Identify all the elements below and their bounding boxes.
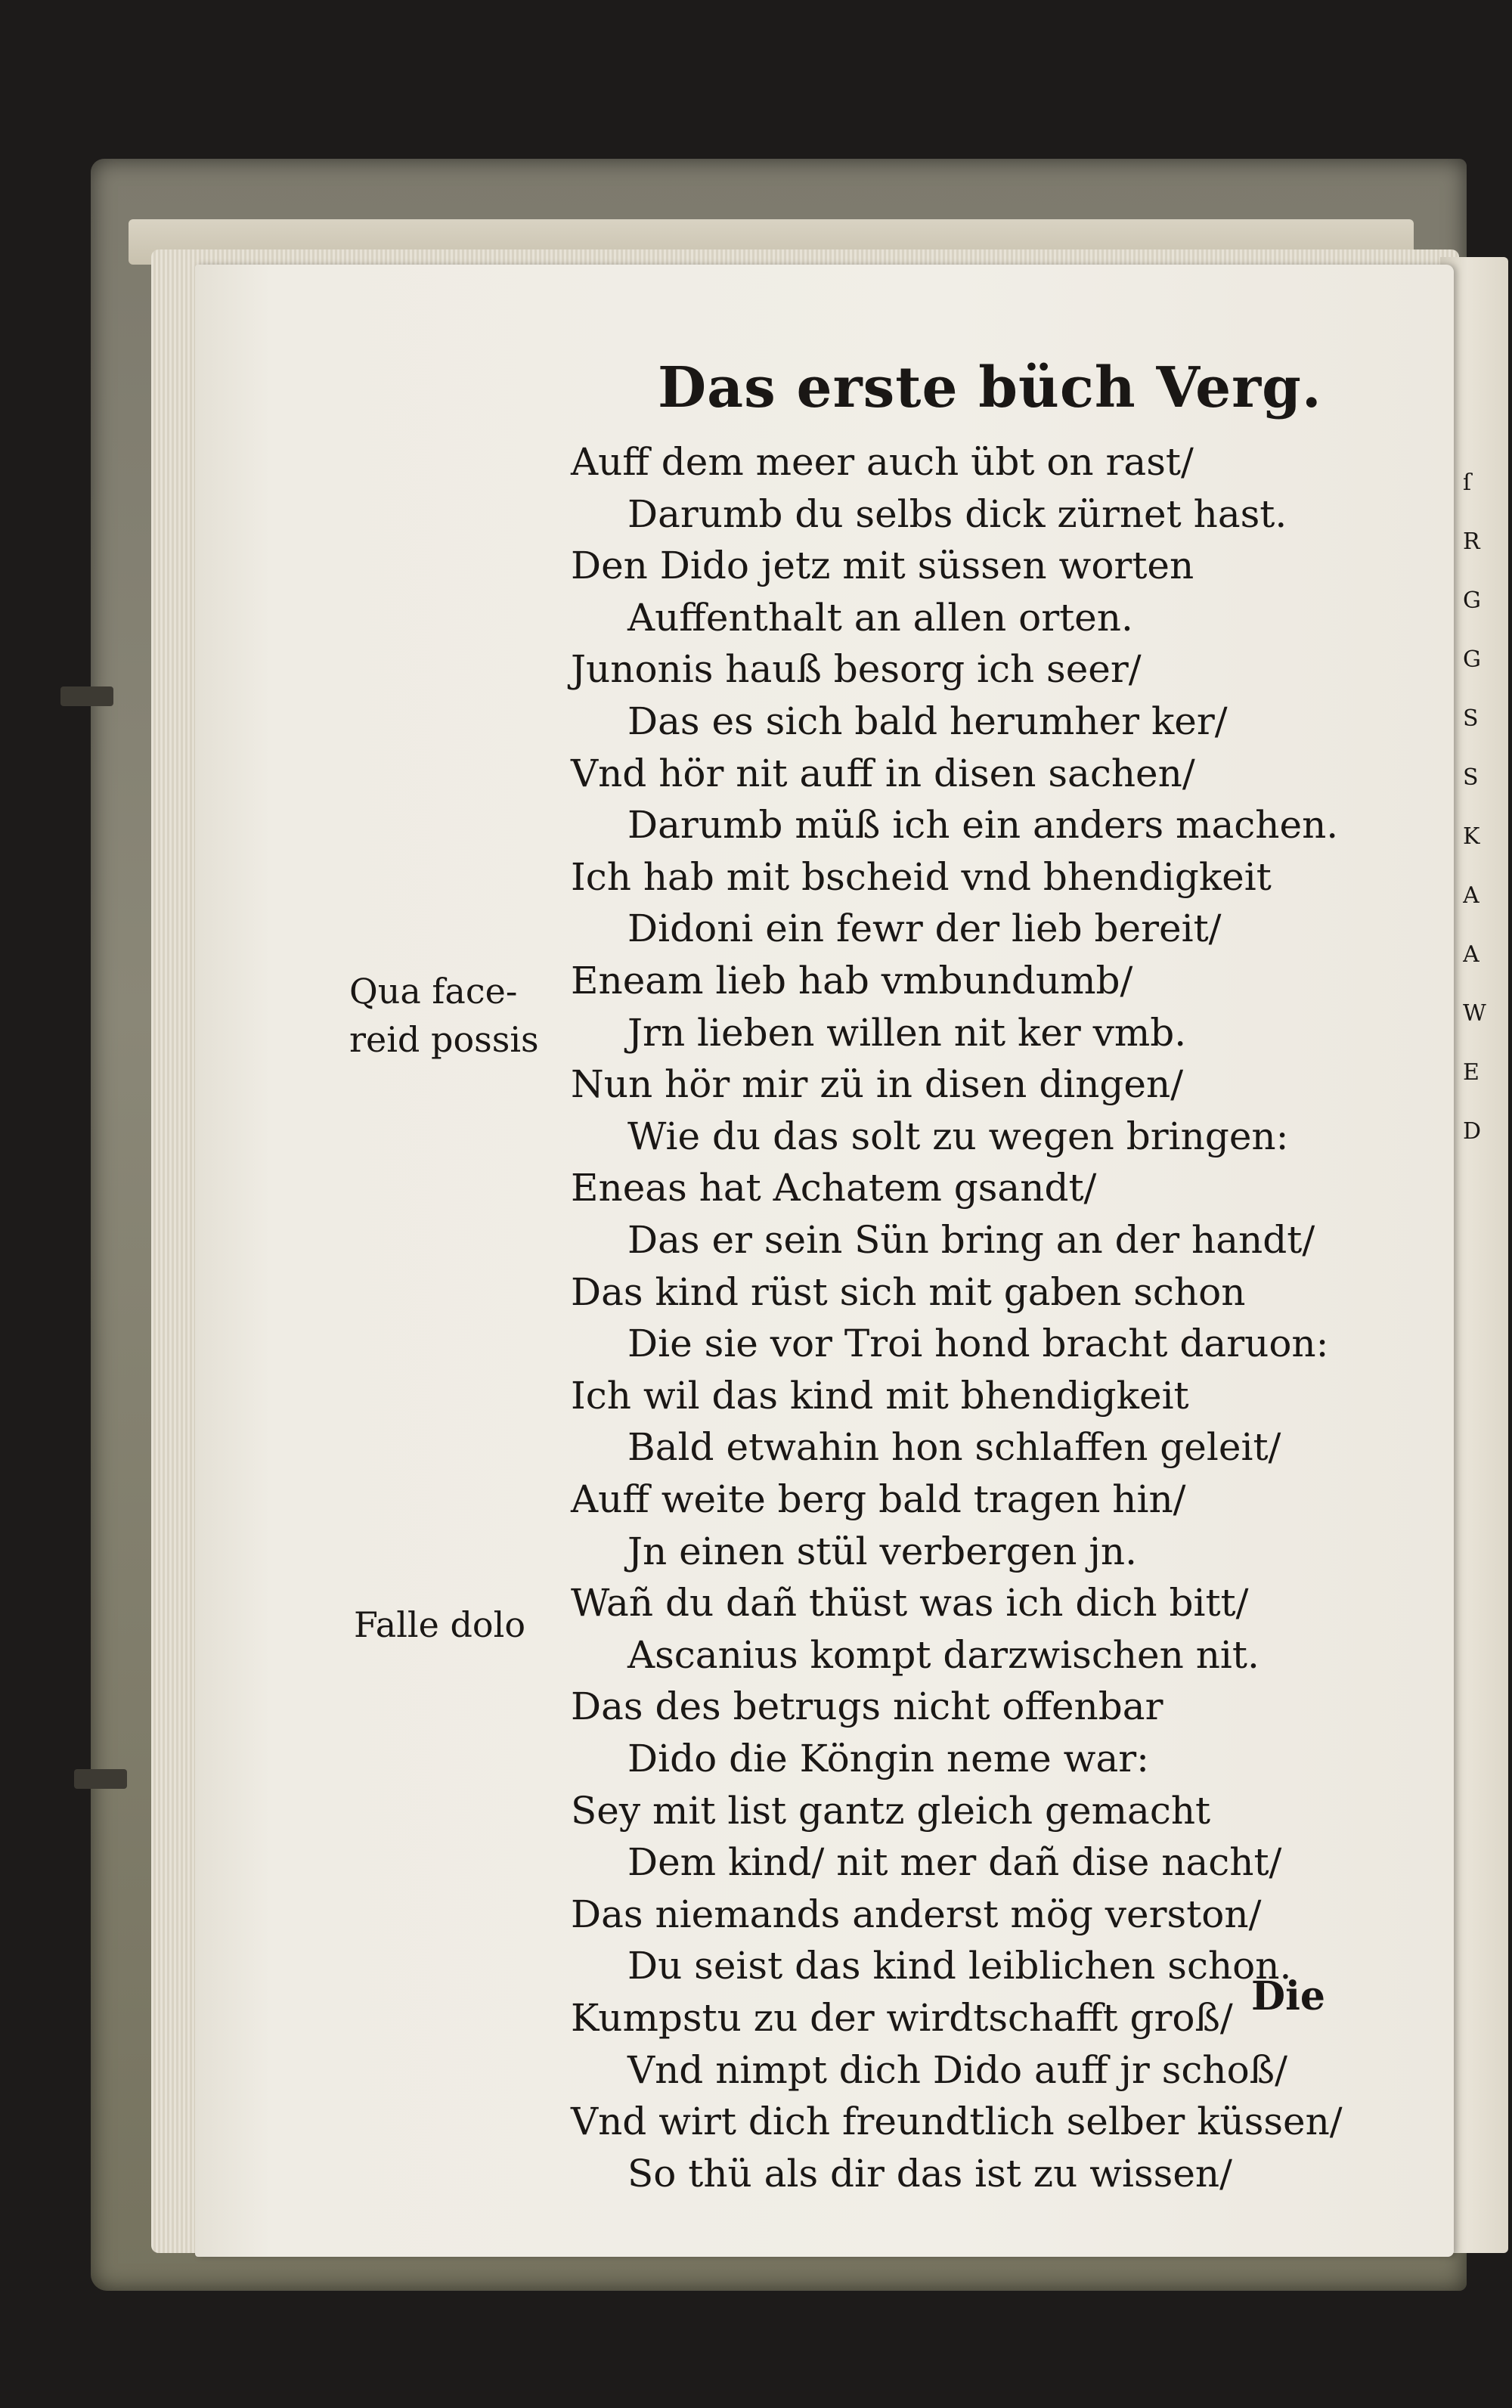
- clasp-pin-bottom: [74, 1769, 127, 1789]
- verse-line: Wie du das solt zu wegen bringen:: [627, 1114, 1289, 1158]
- verse-line: Eneam lieb hab vmbundumb/: [571, 959, 1133, 1003]
- facing-page-glyphs: [1463, 454, 1508, 1550]
- verse-line: Den Dido jetz mit süssen worten: [571, 544, 1194, 588]
- margin-note-1-line-1: Qua face-: [349, 971, 518, 1012]
- facing-glyph: G: [1463, 587, 1481, 614]
- verse-line: Das niemands anderst mög verston/: [571, 1892, 1262, 1936]
- verse-line: Vnd wirt dich freundtlich selber küssen/: [571, 2100, 1343, 2144]
- verse-line: Vnd nimpt dich Dido auff jr schoß/: [627, 2047, 1287, 2092]
- verse-line: Jn einen stül verbergen jn.: [627, 1529, 1137, 1573]
- verse-line: Kumpstu zu der wirdtschafft groß/: [571, 1996, 1233, 2040]
- facing-glyph: W: [1463, 1000, 1486, 1027]
- clasp-pin-top: [60, 686, 113, 706]
- facing-glyph: D: [1463, 1118, 1482, 1145]
- verse-line: Eneas hat Achatem gsandt/: [571, 1166, 1097, 1210]
- verse-line: Die sie vor Troi hond bracht daruon:: [627, 1322, 1329, 1366]
- verse-line: Sey mit list gantz gleich gemacht: [571, 1788, 1211, 1833]
- verse-line: Ich hab mit bscheid vnd bhendigkeit: [571, 854, 1272, 899]
- verse-line: Didoni ein fewr der lieb bereit/: [627, 906, 1222, 951]
- verse-line: Junonis hauß besorg ich seer/: [571, 647, 1142, 692]
- verse-line: Du seist das kind leiblichen schon.: [627, 1944, 1292, 1988]
- verse-line: Ich wil das kind mit bhendigkeit: [571, 1373, 1189, 1418]
- verse-line: Vnd hör nit auff in disen sachen/: [571, 751, 1195, 795]
- facing-glyph: A: [1463, 882, 1479, 909]
- verse-line: Nun hör mir zü in disen dingen/: [571, 1062, 1184, 1107]
- facing-glyph: A: [1463, 941, 1479, 968]
- verse-line: Dem kind/ nit mer dañ dise nacht/: [627, 1840, 1282, 1885]
- verse-line: Dido die Köngin neme war:: [627, 1737, 1150, 1780]
- catchword: Die: [1251, 1973, 1325, 2019]
- verse-line: Das des betrugs nicht offenbar: [571, 1684, 1163, 1729]
- facing-glyph: S: [1463, 705, 1479, 732]
- facing-glyph: ſ: [1463, 470, 1472, 496]
- page-title: Das erste büch Verg.: [658, 355, 1322, 420]
- facing-glyph: S: [1463, 764, 1479, 791]
- verse-line: Darumb du selbs dick zürnet hast.: [627, 491, 1287, 536]
- verse-line: Auff dem meer auch übt on rast/: [571, 440, 1194, 484]
- margin-note-2: Falle dolo: [354, 1604, 526, 1645]
- facing-glyph: K: [1463, 823, 1480, 850]
- verse-line: So thü als dir das ist zu wissen/: [627, 2151, 1232, 2196]
- verse-line: Bald etwahin hon schlaffen geleit/: [627, 1425, 1281, 1470]
- verse-line: Das er sein Sün bring an der handt/: [627, 1218, 1315, 1262]
- facing-glyph: R: [1463, 528, 1480, 555]
- verse-line: Wañ du dañ thüst was ich dich bitt/: [571, 1581, 1249, 1625]
- verse-line: Auff weite berg bald tragen hin/: [571, 1477, 1186, 1521]
- verse-line: Jrn lieben willen nit ker vmb.: [627, 1010, 1187, 1055]
- facing-glyph: G: [1463, 646, 1481, 673]
- verse-line: Darumb müß ich ein anders machen.: [627, 803, 1339, 848]
- verse-line: Ascanius kompt darzwischen nit.: [627, 1632, 1259, 1677]
- margin-note-1-line-2: reid possis: [349, 1019, 539, 1060]
- facing-glyph: E: [1463, 1059, 1479, 1086]
- verse-line: Das kind rüst sich mit gaben schon: [571, 1269, 1246, 1314]
- verse-line: Das es sich bald herumher ker/: [627, 699, 1228, 743]
- verse-line: Auffenthalt an allen orten.: [627, 595, 1133, 640]
